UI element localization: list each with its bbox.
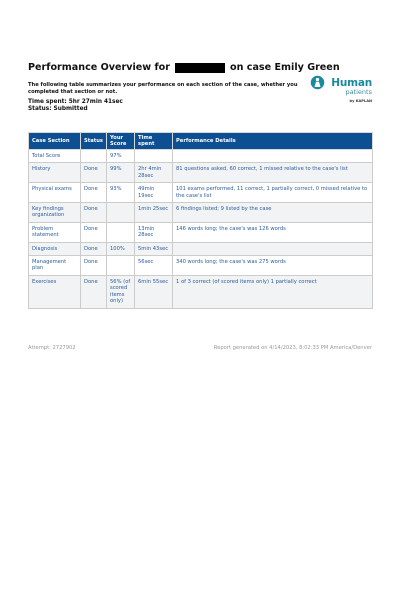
cell-section: Total Score xyxy=(29,150,81,163)
header-time: Time spent xyxy=(135,133,173,150)
cell-score: 99% xyxy=(107,163,135,183)
cell-status: Done xyxy=(81,163,107,183)
table-row xyxy=(29,203,373,223)
cell-section: History xyxy=(29,163,81,183)
cell-status: Done xyxy=(81,256,107,276)
cell-section: Exercises xyxy=(29,275,81,308)
title-suffix: on case Emily Green xyxy=(230,62,340,73)
cell-section: Key findings organization xyxy=(29,203,81,223)
redacted-name-block xyxy=(175,63,225,73)
header-case-section: Case Section xyxy=(29,133,81,150)
cell-status xyxy=(81,150,107,163)
table-row xyxy=(29,222,373,242)
cell-score: 93% xyxy=(107,183,135,203)
cell-time: 6min 55sec xyxy=(135,275,173,308)
cell-score xyxy=(107,222,135,242)
cell-score: 97% xyxy=(107,150,135,163)
cell-details: 146 words long; the case's was 126 words xyxy=(173,222,373,242)
cell-section: Diagnosis xyxy=(29,242,81,255)
table-row xyxy=(29,183,373,203)
logo-by: by KAPLAN xyxy=(349,99,372,103)
human-figure-icon xyxy=(310,75,325,90)
summary-text: The following table summarizes your performance on each section of the case, whether you completed that section or not. xyxy=(28,82,298,95)
cell-status: Done xyxy=(81,183,107,203)
human-patients-logo xyxy=(310,74,372,114)
report-header xyxy=(28,62,372,132)
cell-section: Management plan xyxy=(29,256,81,276)
title-prefix: Performance Overview for xyxy=(28,62,170,73)
cell-details: 340 words long; the case's was 275 words xyxy=(173,256,373,276)
cell-section: Physical exams xyxy=(29,183,81,203)
logo-word: Human xyxy=(331,77,372,89)
cell-details xyxy=(173,150,373,163)
cell-time: 5min 43sec xyxy=(135,242,173,255)
cell-details: 1 of 3 correct (of scored items only) 1 partially correct xyxy=(173,275,373,308)
time-spent: Time spent: 5hr 27min 41sec xyxy=(28,99,123,105)
cell-time: 56sec xyxy=(135,256,173,276)
cell-time: 49min 19sec xyxy=(135,183,173,203)
cell-status: Done xyxy=(81,222,107,242)
table-row xyxy=(29,256,373,276)
page-title xyxy=(28,62,372,73)
table-row xyxy=(29,242,373,255)
cell-score: 56% (of scored items only) xyxy=(107,275,135,308)
performance-table xyxy=(28,132,373,309)
header-details: Performance Details xyxy=(173,133,373,150)
report-generated: Report generated on 4/14/2023, 8:02:33 PM America/Denver xyxy=(213,345,372,351)
cell-time: 2hr 4min 28sec xyxy=(135,163,173,183)
cell-time xyxy=(135,150,173,163)
attempt-id: Attempt: 2727902 xyxy=(28,345,76,351)
table-row xyxy=(29,150,373,163)
cell-details: 6 findings listed; 9 listed by the case xyxy=(173,203,373,223)
cell-time: 13min 28sec xyxy=(135,222,173,242)
cell-status: Done xyxy=(81,242,107,255)
status-text: Status: Submitted xyxy=(28,106,88,112)
cell-score xyxy=(107,203,135,223)
header-score: Your Score xyxy=(107,133,135,150)
cell-section: Problem statement xyxy=(29,222,81,242)
report-footer xyxy=(28,345,372,351)
logo-sub: patients xyxy=(345,88,372,96)
cell-status: Done xyxy=(81,203,107,223)
cell-score xyxy=(107,256,135,276)
header-status: Status xyxy=(81,133,107,150)
cell-details: 101 exams performed, 11 correct, 1 partially correct, 0 missed relative to the case's list xyxy=(173,183,373,203)
cell-status: Done xyxy=(81,275,107,308)
cell-score: 100% xyxy=(107,242,135,255)
table-row xyxy=(29,275,373,308)
cell-details: 81 questions asked, 60 correct, 1 missed relative to the case's list xyxy=(173,163,373,183)
table-row xyxy=(29,163,373,183)
cell-time: 1min 25sec xyxy=(135,203,173,223)
report-page xyxy=(28,62,372,309)
table-header-row xyxy=(29,133,373,150)
cell-details xyxy=(173,242,373,255)
